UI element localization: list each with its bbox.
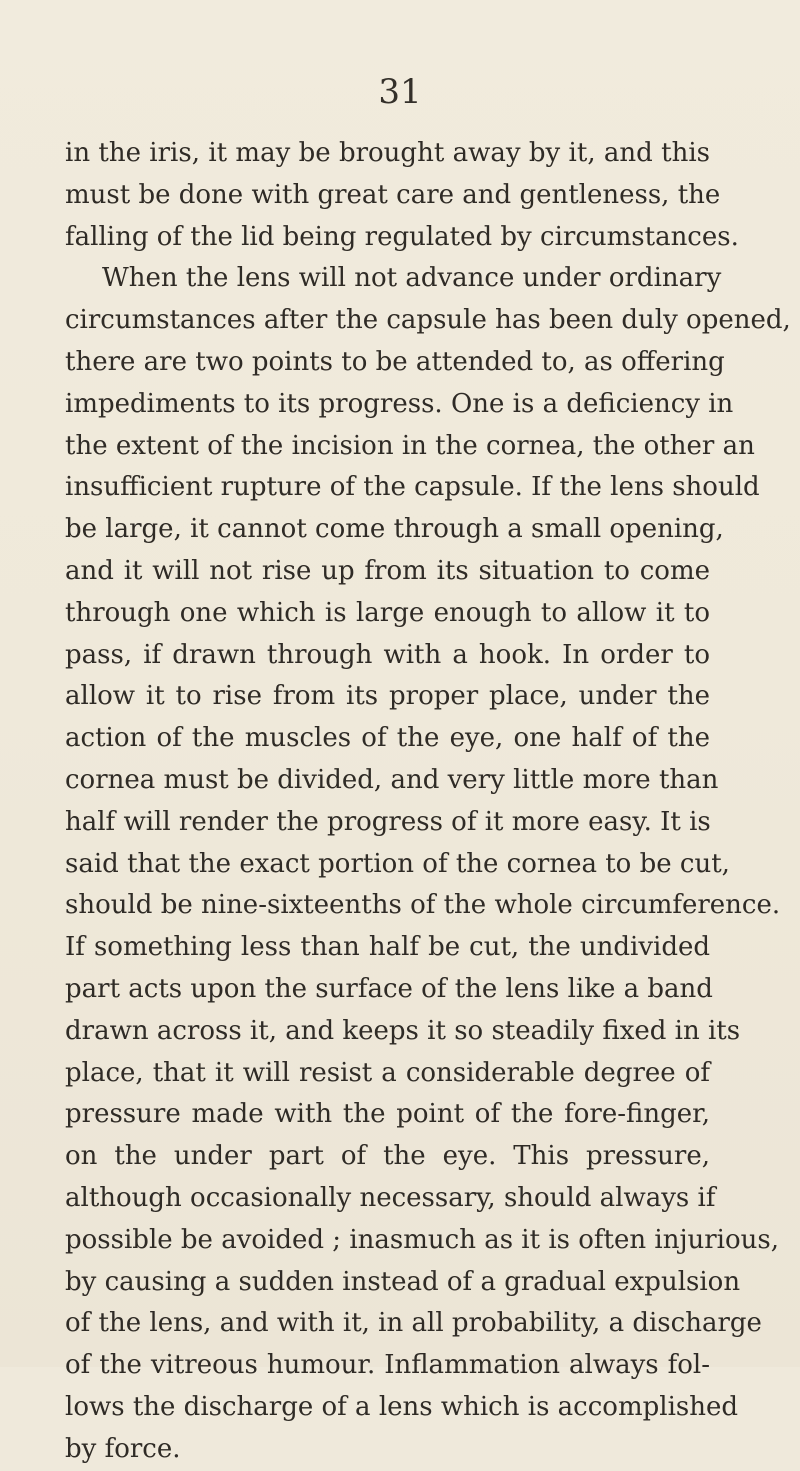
- text-line: of the vitreous humour. Inflammation always fol-: [65, 1350, 710, 1381]
- page-number: 31: [378, 72, 422, 112]
- text-line: on the under part of the eye. This pressure,: [65, 1141, 710, 1172]
- text-line: circumstances after the capsule has been duly opened,: [65, 305, 791, 336]
- text-line: be large, it cannot come through a small opening,: [65, 514, 724, 545]
- text-line: of the lens, and with it, in all probability, a discharge: [65, 1308, 762, 1339]
- text-line: should be nine-sixteenths of the whole circumference.: [65, 890, 781, 921]
- text-line: impediments to its progress. One is a deficiency in: [65, 388, 734, 419]
- text-line: said that the exact portion of the cornea to be cut,: [65, 848, 730, 879]
- text-line: insufficient rupture of the capsule. If the lens should: [65, 472, 760, 503]
- text-line: falling of the lid being regulated by circumstances.: [65, 221, 739, 252]
- text-line: there are two points to be attended to, as offering: [65, 346, 725, 377]
- text-line: drawn across it, and keeps it so steadily fixed in its: [65, 1015, 741, 1046]
- text-line: allow it to rise from its proper place, under the: [65, 681, 710, 712]
- text-line: part acts upon the surface of the lens like a band: [65, 973, 713, 1004]
- text-line: lows the discharge of a lens which is accomplished: [65, 1391, 739, 1422]
- body-text: [65, 133, 791, 1471]
- text-line: If something less than half be cut, the undivided: [65, 932, 710, 963]
- text-line: half will render the progress of it more easy. It is: [65, 806, 711, 837]
- text-line: pressure made with the point of the fore-finger,: [65, 1099, 710, 1130]
- text-line: by force.: [65, 1433, 181, 1464]
- text-line: although occasionally necessary, should always if: [65, 1182, 716, 1213]
- text-line: through one which is large enough to allow it to: [65, 597, 710, 628]
- text-line: cornea must be divided, and very little more than: [65, 764, 719, 795]
- text-line: and it will not rise up from its situation to come: [65, 555, 710, 586]
- text-line: must be done with great care and gentleness, the: [65, 179, 721, 210]
- text-line: by causing a sudden instead of a gradual expulsion: [65, 1266, 741, 1297]
- text-line: place, that it will resist a considerable degree of: [65, 1057, 710, 1088]
- text-line: pass, if drawn through with a hook. In order to: [65, 639, 710, 670]
- text-line: action of the muscles of the eye, one half of the: [65, 723, 710, 754]
- text-line: in the iris, it may be brought away by it, and this: [65, 138, 710, 168]
- text-line: When the lens will not advance under ordinary: [102, 263, 722, 294]
- text-line: the extent of the incision in the cornea, the other an: [65, 430, 755, 461]
- text-line: possible be avoided ; inasmuch as it is often injurious,: [65, 1224, 779, 1255]
